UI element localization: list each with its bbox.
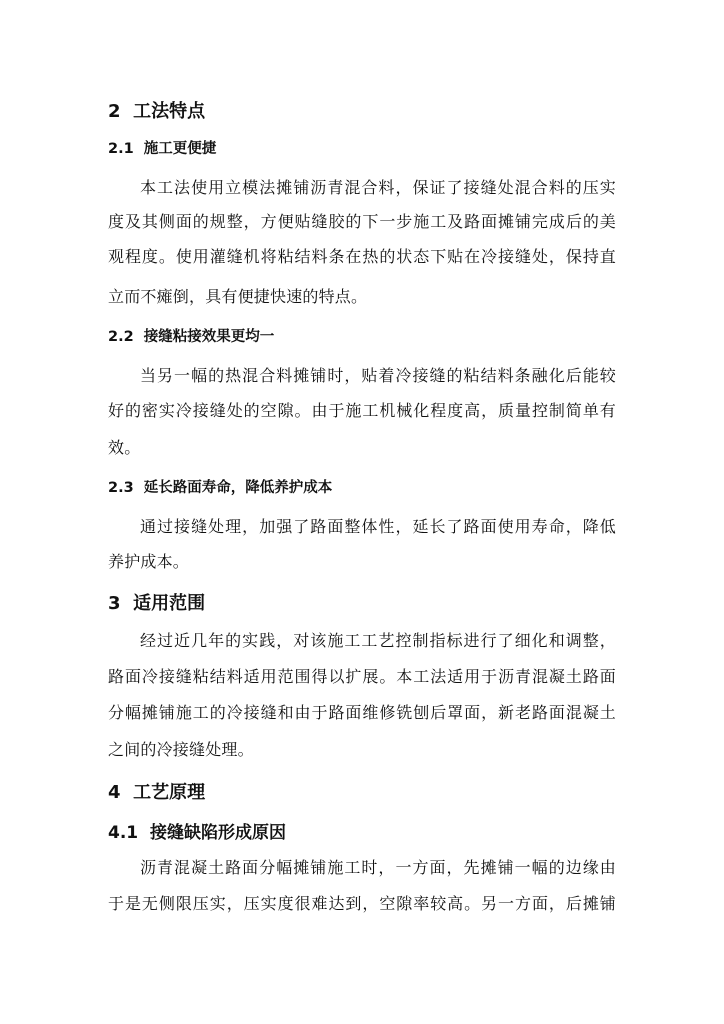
- paragraph-line: 好的密实冷接缝处的空隙。由于施工机械化程度高，质量控制简单有: [108, 401, 616, 420]
- section-title: 适用范围: [133, 593, 206, 614]
- section-4-1-heading: [108, 818, 286, 843]
- paragraph-line: 当另一幅的热混合料摊铺时，贴着冷接缝的粘结料条融化后能较: [140, 366, 616, 385]
- section-number: 2.1: [108, 141, 134, 157]
- section-2-3-heading: [108, 476, 332, 497]
- section-3-heading: [108, 589, 205, 615]
- section-4-heading: [108, 778, 205, 804]
- section-title: 施工更便捷: [143, 141, 217, 157]
- paragraph-line: 于是无侧限压实，压实度很难达到，空隙率较高。另一方面，后摊铺: [108, 894, 616, 913]
- paragraph-line: 度及其侧面的规整，方便贴缝胶的下一步施工及路面摊铺完成后的美: [108, 212, 616, 231]
- paragraph-line: 通过接缝处理，加强了路面整体性，延长了路面使用寿命，降低: [140, 517, 616, 536]
- section-number: 2: [108, 101, 121, 122]
- paragraph-line: 观程度。使用灌缝机将粘结料条在热的状态下贴在冷接缝处，保持直: [108, 247, 616, 266]
- paragraph-line: 效。: [108, 438, 141, 457]
- section-number: 4: [108, 782, 121, 803]
- paragraph-line: 分幅摊铺施工的冷接缝和由于路面维修铣刨后罩面，新老路面混凝土: [108, 703, 616, 722]
- section-2-2-heading: [108, 325, 274, 346]
- section-title: 接缝缺陷形成原因: [149, 823, 286, 843]
- section-number: 3: [108, 593, 121, 614]
- paragraph-line: 本工法使用立模法摊铺沥青混合料，保证了接缝处混合料的压实: [140, 178, 616, 197]
- section-title: 延长路面寿命，降低养护成本: [143, 480, 333, 496]
- section-number: 4.1: [108, 823, 139, 843]
- paragraph-line: 经过近几年的实践，对该施工工艺控制指标进行了细化和调整，: [140, 631, 616, 650]
- paragraph-line: 养护成本。: [108, 552, 190, 571]
- section-title: 工法特点: [133, 101, 206, 122]
- section-title: 工艺原理: [133, 782, 206, 803]
- section-number: 2.2: [108, 329, 134, 345]
- paragraph-line: 立而不瘫倒，具有便捷快速的特点。: [108, 287, 368, 306]
- section-2-1-heading: [108, 137, 216, 158]
- section-title: 接缝粘接效果更均一: [143, 329, 275, 345]
- section-2-heading: [108, 97, 205, 123]
- section-number: 2.3: [108, 480, 134, 496]
- paragraph-line: 路面冷接缝粘结料适用范围得以扩展。本工法适用于沥青混凝土路面: [108, 667, 616, 686]
- paragraph-line: 之间的冷接缝处理。: [108, 740, 254, 759]
- paragraph-line: 沥青混凝土路面分幅摊铺施工时，一方面，先摊铺一幅的边缘由: [140, 858, 616, 877]
